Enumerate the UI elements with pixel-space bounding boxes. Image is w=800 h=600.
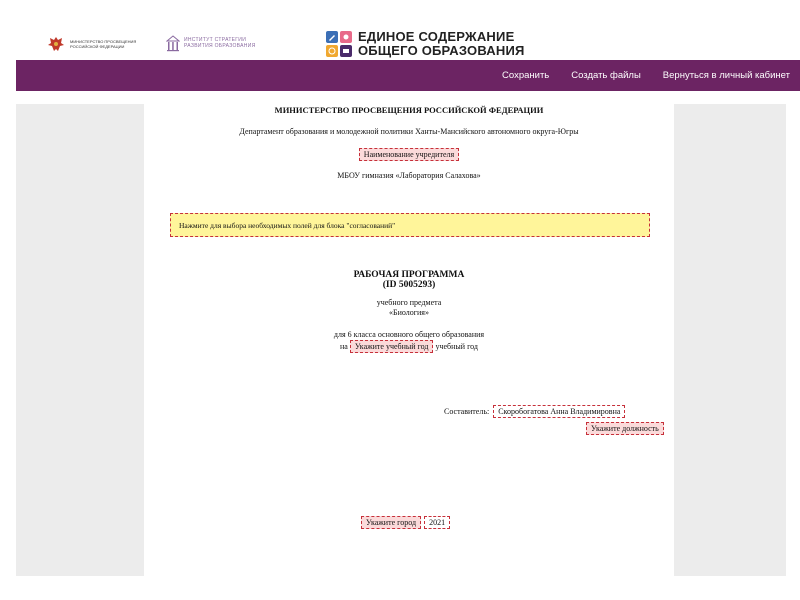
program-id: (ID 5005293)	[382, 280, 436, 290]
create-files-link[interactable]: Создать файлы	[571, 70, 641, 81]
author-row	[444, 405, 625, 418]
year-field[interactable]: 2021	[424, 516, 450, 529]
document-page	[144, 91, 674, 576]
grade-line: для 6 класса основного общего образования	[333, 330, 485, 339]
institute-building-icon	[166, 34, 180, 52]
academic-year-field[interactable]: Укажите учебный год	[350, 340, 434, 353]
save-link[interactable]: Сохранить	[502, 70, 550, 81]
ministry-logo[interactable]	[46, 34, 162, 54]
author-label: Составитель:	[444, 407, 490, 416]
eagle-emblem-icon	[46, 34, 66, 54]
author-name-field[interactable]: Скоробогатова Анна Владимировна	[493, 405, 625, 418]
year-suffix: учебный год	[435, 342, 478, 351]
position-row	[586, 418, 664, 436]
ministry-logo-text: МИНИСТЕРСТВО ПРОСВЕЩЕНИЯ РОССИЙСКОЙ ФЕДЕРАЦИИ	[70, 39, 137, 49]
institute-logo-line2: РАЗВИТИЯ ОБРАЗОВАНИЯ	[184, 43, 256, 49]
site-header	[0, 0, 800, 60]
city-field[interactable]: Укажите город	[361, 516, 421, 529]
brand-logo[interactable]	[326, 30, 525, 58]
founder-field[interactable]: Наименование учредителя	[359, 148, 459, 161]
ministry-heading: МИНИСТЕРСТВО ПРОСВЕЩЕНИЯ РОССИЙСКОЙ ФЕДЕРАЦИИ	[274, 105, 544, 115]
subject-label: учебного предмета	[376, 298, 442, 307]
founder-row	[144, 148, 674, 161]
top-navbar	[16, 60, 800, 91]
institute-logo[interactable]	[166, 34, 256, 52]
right-margin-area	[674, 104, 786, 576]
city-year-row	[361, 516, 450, 529]
position-field[interactable]: Укажите должность	[586, 422, 664, 435]
year-row	[144, 340, 674, 353]
brand-title-line2: ОБЩЕГО ОБРАЗОВАНИЯ	[358, 43, 525, 58]
left-margin-area	[16, 104, 144, 576]
brand-title-line1: ЕДИНОЕ СОДЕРЖАНИЕ	[358, 29, 515, 44]
approvals-prompt[interactable]: Нажмите для выбора необходимых полей для блока "согласований"	[170, 213, 650, 237]
institute-logo-line1: ИНСТИТУТ СТРАТЕГИИ	[184, 37, 247, 43]
program-title: РАБОЧАЯ ПРОГРАММА	[353, 270, 465, 280]
back-to-cabinet-link[interactable]: Вернуться в личный кабинет	[662, 70, 790, 81]
school-name: МБОУ гимназия «Лаборатория Салахова»	[337, 171, 481, 180]
subject-name: «Биология»	[388, 308, 429, 317]
brand-tiles-icon	[326, 31, 352, 57]
nav-links	[502, 60, 800, 91]
year-prefix: на	[340, 342, 348, 351]
department-line: Департамент образования и молодежной политики Ханты-Мансийского автономного округа-Югры	[239, 127, 579, 136]
